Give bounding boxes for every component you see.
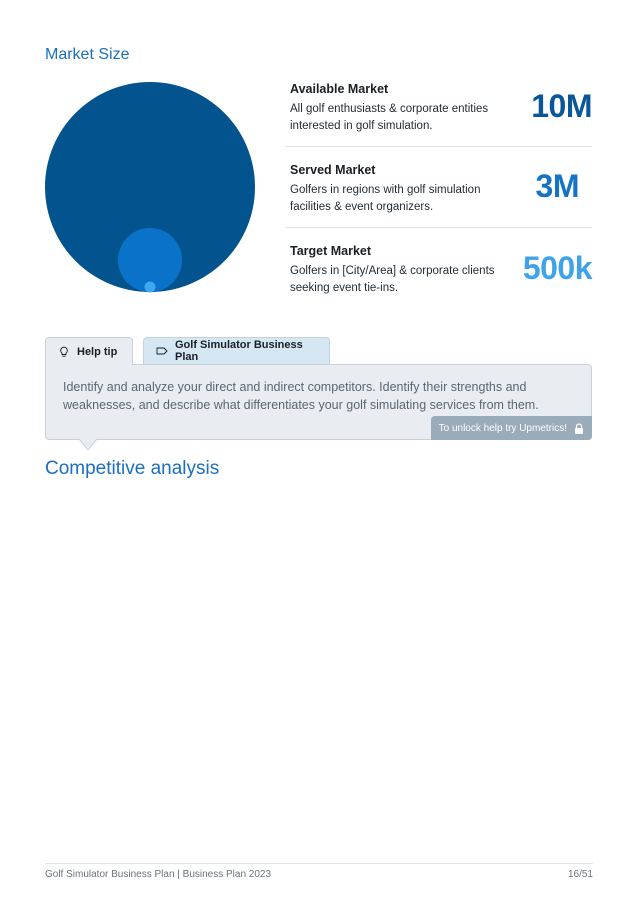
footer-document-title: Golf Simulator Business Plan | Business Plan 2023 — [45, 869, 272, 880]
available-market-row — [290, 82, 592, 135]
available-market-label: Available Market — [290, 82, 389, 96]
divider — [285, 227, 592, 228]
unlock-help-button[interactable] — [431, 416, 592, 440]
help-tip-panel — [45, 364, 592, 440]
served-market-description: Golfers in regions with golf simulation facilities & event organizers. — [290, 184, 481, 213]
tab-help-tip-label: Help tip — [77, 346, 118, 358]
target-market-value: 500k — [522, 250, 592, 286]
lock-icon — [574, 423, 584, 434]
lightbulb-icon — [58, 346, 70, 358]
target-market-row — [290, 244, 592, 297]
competitive-analysis-title: Competitive analysis — [45, 458, 220, 479]
help-tip-pointer — [79, 439, 97, 451]
tag-icon — [156, 345, 168, 357]
divider — [285, 146, 592, 147]
tab-business-plan[interactable] — [143, 337, 330, 364]
served-market-label: Served Market — [290, 163, 376, 177]
served-market-row — [290, 163, 592, 216]
tab-business-plan-label: Golf Simulator Business Plan — [175, 339, 303, 363]
tab-help-tip[interactable] — [45, 337, 133, 366]
market-size-circles — [44, 81, 256, 293]
market-size-title: Market Size — [45, 46, 130, 63]
available-market-description: All golf enthusiasts & corporate entities interested in golf simulation. — [290, 103, 489, 132]
unlock-help-label: To unlock help try Upmetrics! — [438, 422, 567, 434]
target-market-description: Golfers in [City/Area] & corporate clients seeking event tie-ins. — [290, 265, 495, 294]
target-market-circle — [145, 282, 156, 293]
page-number: 16/51 — [567, 869, 593, 880]
available-market-value: 10M — [531, 88, 592, 124]
footer-divider — [45, 863, 593, 864]
target-market-label: Target Market — [290, 244, 372, 258]
served-market-value: 3M — [535, 168, 579, 204]
help-tip-text: Identify and analyze your direct and indirect competitors. Identify their strengths and weaknesses, and describe what differentiates your golf simulating services from them. — [63, 380, 539, 412]
